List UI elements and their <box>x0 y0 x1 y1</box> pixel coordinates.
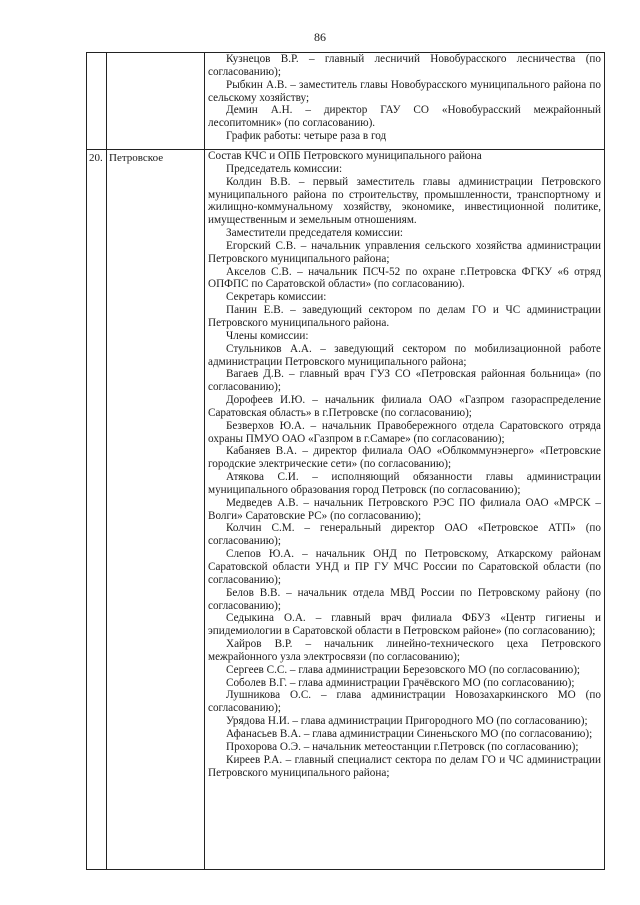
commission-table <box>86 52 605 870</box>
row-number: 20. <box>87 150 107 870</box>
list-item: Акселов С.В. – начальник ПСЧ-52 по охране г.Петровска ФГКУ «6 отряд ОПФПС по Саратовской области» (по согласованию). <box>208 265 601 291</box>
district-name: Петровское <box>107 150 205 870</box>
list-item: Колдин В.В. – первый заместитель главы администрации Петровского муниципального района по строительству, промышленности, транспортному и жилищно-коммунальному хозяйству, экономике, инвестиционной политике, имущественным и земельным отношениям. <box>208 175 601 227</box>
list-item: Сергеев С.С. – глава администрации Березовского МО (по согласованию); <box>226 663 581 676</box>
section-heading: Секретарь комиссии: <box>226 291 327 304</box>
list-item: Урядова Н.И. – глава администрации Пригородного МО (по согласованию); <box>226 715 588 728</box>
section-heading: Заместители председателя комиссии: <box>226 227 404 240</box>
composition-text <box>205 53 604 143</box>
list-item: Киреев Р.А. – главный специалист сектора по делам ГО и ЧС администрации Петровского муниципального района; <box>208 753 601 779</box>
list-item: Медведев А.В. – начальник Петровского РЭС ПО филиала ОАО «МРСК – Волги» Саратовские РС» (по согласованию); <box>208 496 601 522</box>
list-item: Атякова С.И. – исполняющий обязанности главы администрации муниципального образования город Петровск (по согласованию); <box>208 471 601 496</box>
list-item: Афанасьев В.А. – глава администрации Синеньского МО (по согласованию); <box>226 727 593 740</box>
list-item: Хайров В.Р. – начальник линейно-технического цеха Петровского межрайонного узла электросвязи (по согласованию); <box>208 638 601 663</box>
composition-cell <box>205 150 605 870</box>
list-item: Панин Е.В. – заведующий сектором по делам ГО и ЧС администрации Петровского муниципального района. <box>208 304 601 329</box>
list-item: Соболев В.Г. – глава администрации Грачёвского МО (по согласованию); <box>226 676 575 689</box>
list-item: Колчин С.М. – генеральный директор ОАО «Петровское АТП» (по согласованию); <box>208 522 601 548</box>
list-item: Стульников А.А. – заведующий сектором по мобилизационной работе администрации Петровского муниципального района; <box>208 342 601 368</box>
list-item: Дорофеев И.Ю. – начальник филиала ОАО «Газпром газораспределение Саратовская область» в г.Петровске (по согласованию); <box>208 394 601 419</box>
list-item: Егорский С.В. – начальник управления сельского хозяйства администрации Петровского муниципального района; <box>208 239 601 265</box>
list-item: Белов В.В. – начальник отдела МВД России по Петровскому району (по согласованию); <box>208 586 601 612</box>
list-item: Кузнецов В.Р. – главный лесничий Новобурасского лесничества (по согласованию); <box>208 53 601 78</box>
composition-cell <box>205 53 605 150</box>
work-schedule: График работы: четыре раза в год <box>226 130 387 143</box>
list-item: Прохорова О.Э. – начальник метеостанции г.Петровск (по согласованию); <box>226 740 579 753</box>
page-number: 86 <box>314 30 326 44</box>
list-item: Кабаняев В.А. – директор филиала ОАО «Облкоммунэнерго» «Петровские городские электрические сети» (по согласованию); <box>208 445 601 471</box>
list-item: Вагаев Д.В. – главный врач ГУЗ СО «Петровская районная больница» (по согласованию); <box>208 368 601 394</box>
composition-text <box>205 150 604 779</box>
list-item: Безверхов Ю.А. – начальник Правобережного отдела Саратовского отряда охраны ПМУО ОАО «Газпром в г.Самаре» (по согласованию); <box>208 419 601 445</box>
list-item: Седыкина О.А. – главный врач филиала ФБУЗ «Центр гигиены и эпидемиологии в Саратовской области в Петровском районе» (по согласованию); <box>208 612 601 638</box>
section-heading: Члены комиссии: <box>226 329 309 342</box>
list-item: Демин А.Н. – директор ГАУ СО «Новобурасский межрайонный лесопитомник» (по согласованию). <box>208 104 601 130</box>
table-row <box>87 150 605 870</box>
district-name <box>107 53 205 150</box>
table-row <box>87 53 605 150</box>
list-item: Лушникова О.С. – глава администрации Новозахаркинского МО (по согласованию); <box>208 689 601 715</box>
commission-title: Состав КЧС и ОПБ Петровского муниципального района <box>208 150 482 162</box>
list-item: Слепов Ю.А. – начальник ОНД по Петровскому, Аткарскому районам Саратовской области УНД и ПР ГУ МЧС России по Саратовской области (по согласованию); <box>208 548 601 586</box>
list-item: Рыбкин А.В. – заместитель главы Новобурасского муниципального района по сельскому хозяйству; <box>208 78 601 104</box>
section-heading: Председатель комиссии: <box>226 162 343 175</box>
row-number <box>87 53 107 150</box>
